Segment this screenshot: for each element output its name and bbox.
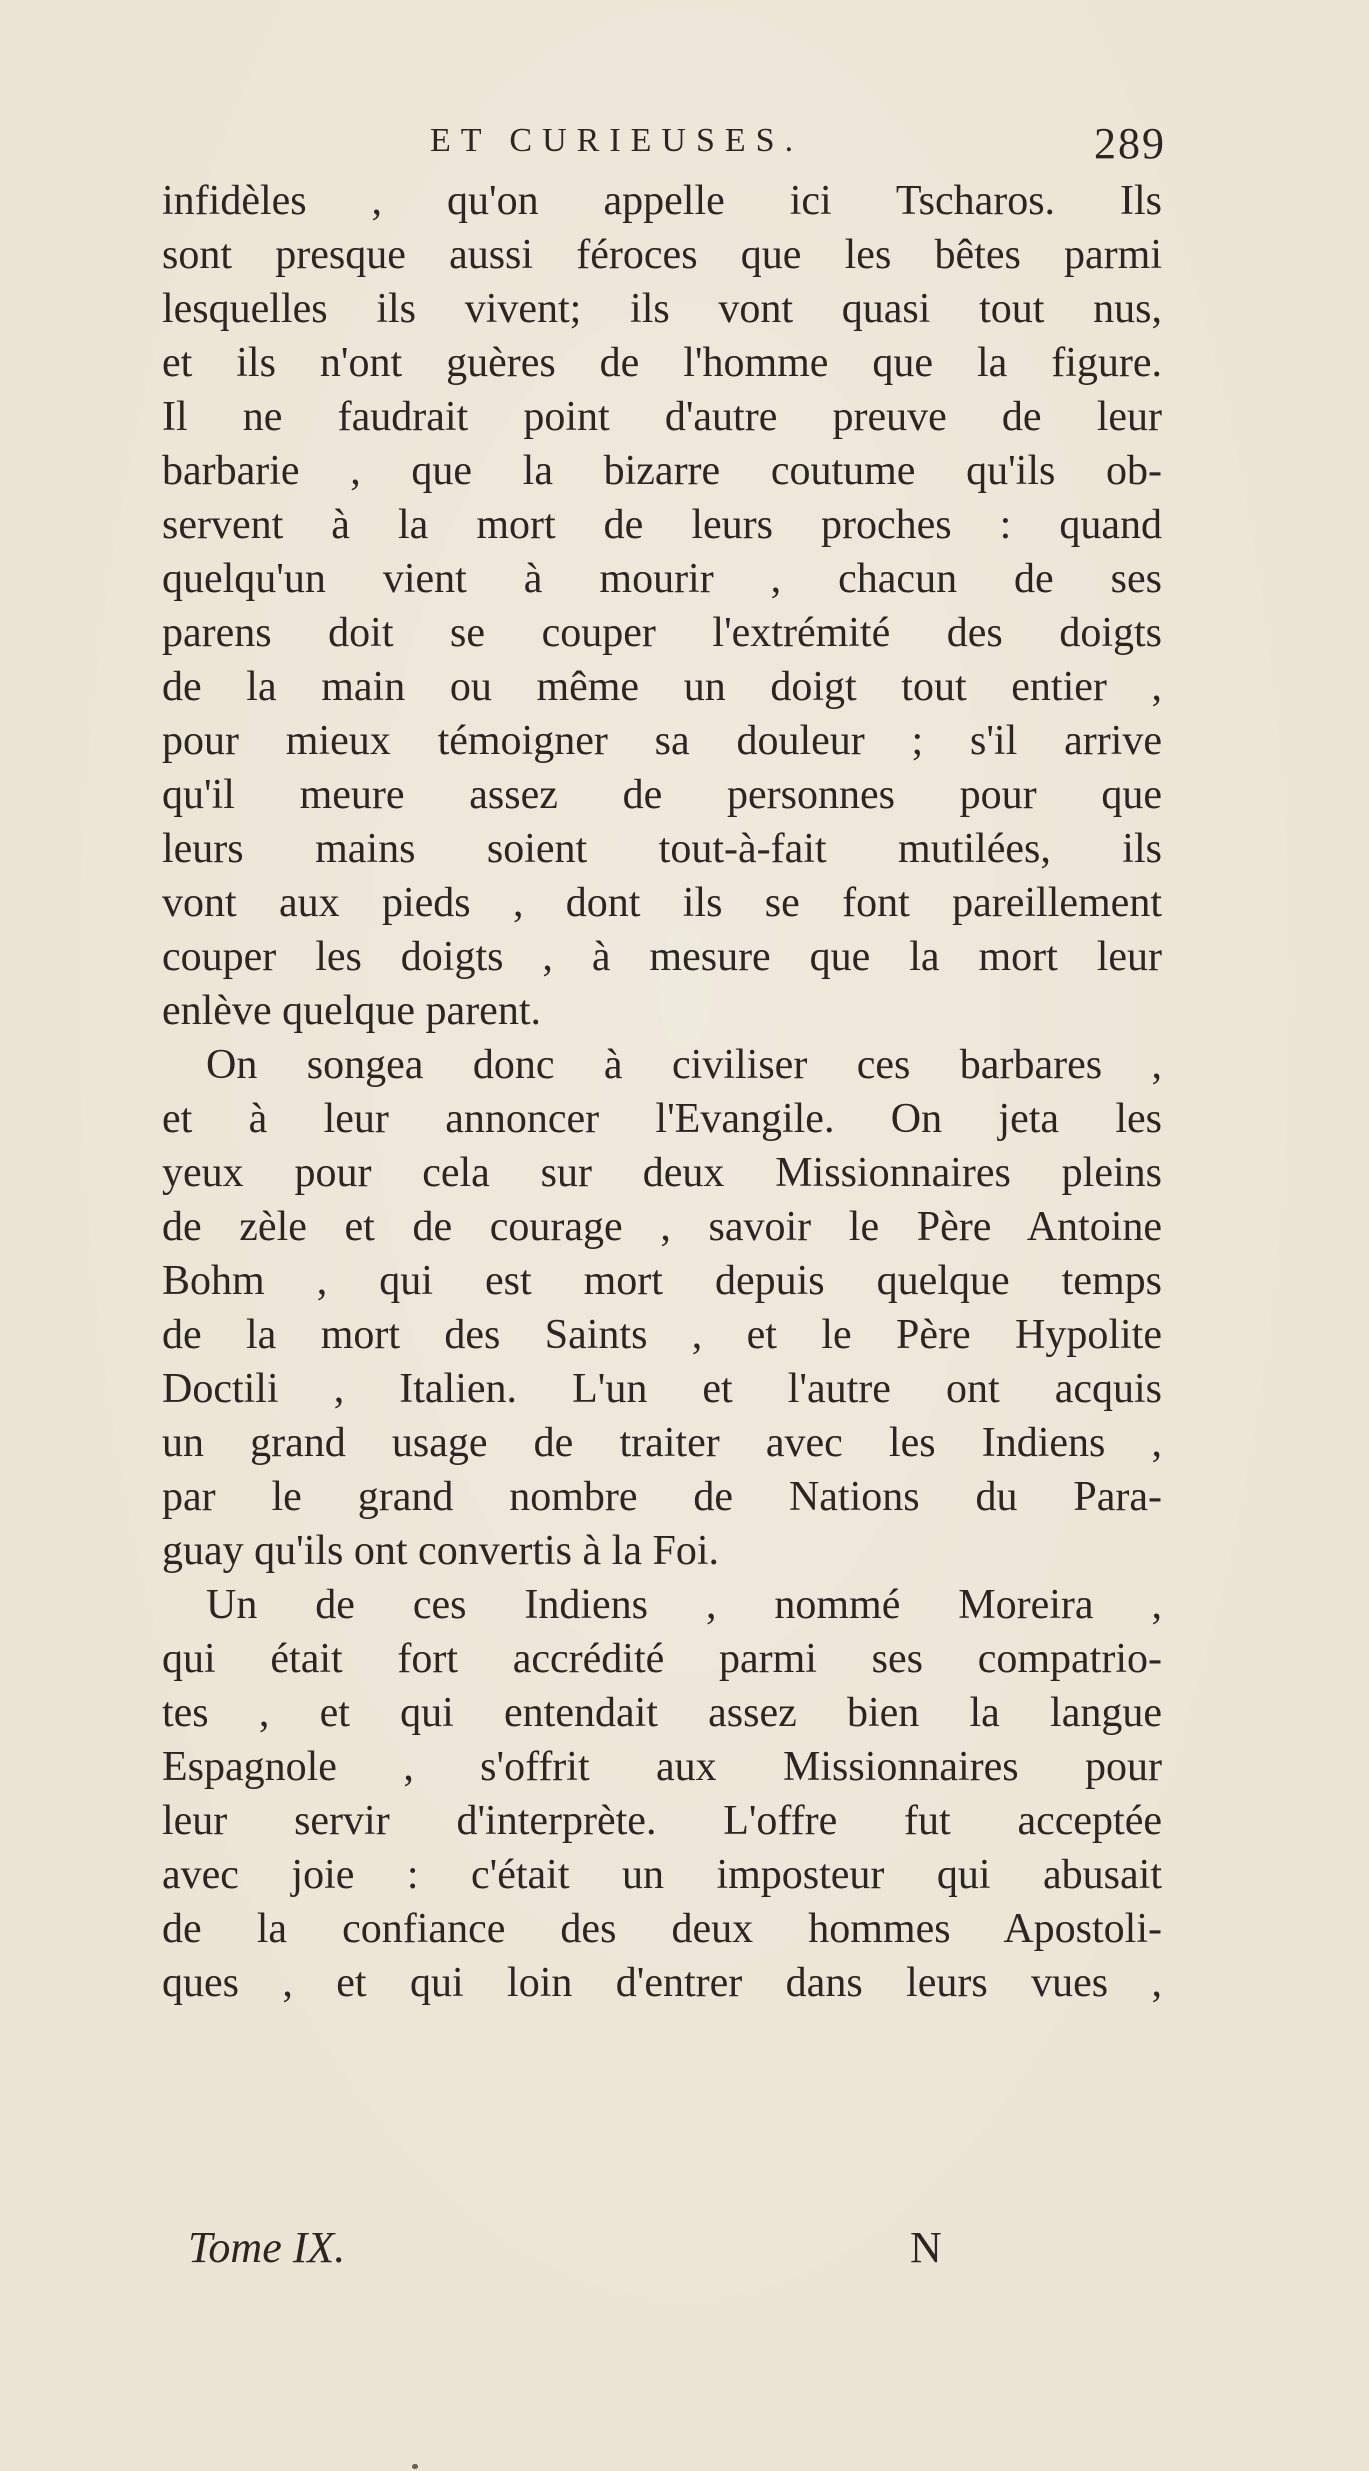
text-line: par le grand nombre de Nations du Para- xyxy=(162,1474,1162,1520)
text-line: enlève quelque parent. xyxy=(162,988,541,1034)
text-line: lesquelles ils vivent; ils vont quasi tout nus, xyxy=(162,286,1162,332)
text-line: de zèle et de courage , savoir le Père Antoine xyxy=(162,1204,1162,1250)
text-line: sont presque aussi féroces que les bêtes parmi xyxy=(162,232,1162,278)
text-line: Doctili , Italien. L'un et l'autre ont acquis xyxy=(162,1366,1162,1412)
text-line: parens doit se couper l'extrémité des doigts xyxy=(162,610,1162,656)
text-line: avec joie : c'était un imposteur qui abusait xyxy=(162,1852,1162,1898)
text-line: infidèles , qu'on appelle ici Tscharos. Ils xyxy=(162,178,1162,224)
volume-label: Tome IX. xyxy=(188,2223,346,2272)
signature-mark: N xyxy=(910,2223,942,2272)
text-line: ques , et qui loin d'entrer dans leurs vues , xyxy=(162,1960,1162,2006)
text-line: leur servir d'interprète. L'offre fut acceptée xyxy=(162,1798,1162,1844)
text-line: quelqu'un vient à mourir , chacun de ses xyxy=(162,556,1162,602)
text-line: Il ne faudrait point d'autre preuve de leur xyxy=(162,394,1162,440)
text-line: guay qu'ils ont convertis à la Foi. xyxy=(162,1528,719,1574)
text-line: qu'il meure assez de personnes pour que xyxy=(162,772,1162,818)
text-line: de la confiance des deux hommes Apostoli- xyxy=(162,1906,1162,1952)
page-header xyxy=(0,118,1369,168)
text-line: tes , et qui entendait assez bien la langue xyxy=(162,1690,1162,1736)
text-line: On songea donc à civiliser ces barbares , xyxy=(206,1042,1162,1088)
text-line: yeux pour cela sur deux Missionnaires pleins xyxy=(162,1150,1162,1196)
text-line: Espagnole , s'offrit aux Missionnaires pour xyxy=(162,1744,1162,1790)
body-text xyxy=(162,174,1162,2010)
text-line: qui était fort accrédité parmi ses compatrio- xyxy=(162,1636,1162,1682)
text-line: un grand usage de traiter avec les Indiens , xyxy=(162,1420,1162,1466)
text-line: barbarie , que la bizarre coutume qu'ils ob- xyxy=(162,448,1162,494)
text-line: pour mieux témoigner sa douleur ; s'il arrive xyxy=(162,718,1162,764)
running-head: ET CURIEUSES. xyxy=(430,122,804,159)
text-line: servent à la mort de leurs proches : quand xyxy=(162,502,1162,548)
text-line: et ils n'ont guères de l'homme que la figure. xyxy=(162,340,1162,386)
paper-speck xyxy=(412,2464,418,2469)
page-footer xyxy=(0,2222,1369,2282)
text-line: vont aux pieds , dont ils se font pareillement xyxy=(162,880,1162,926)
text-line: Un de ces Indiens , nommé Moreira , xyxy=(206,1582,1162,1628)
page-number: 289 xyxy=(1094,119,1166,168)
text-line: leurs mains soient tout-à-fait mutilées, ils xyxy=(162,826,1162,872)
text-line: et à leur annoncer l'Evangile. On jeta les xyxy=(162,1096,1162,1142)
text-line: Bohm , qui est mort depuis quelque temps xyxy=(162,1258,1162,1304)
text-line: de la main ou même un doigt tout entier , xyxy=(162,664,1162,710)
text-line: de la mort des Saints , et le Père Hypolite xyxy=(162,1312,1162,1358)
text-line: couper les doigts , à mesure que la mort leur xyxy=(162,934,1162,980)
